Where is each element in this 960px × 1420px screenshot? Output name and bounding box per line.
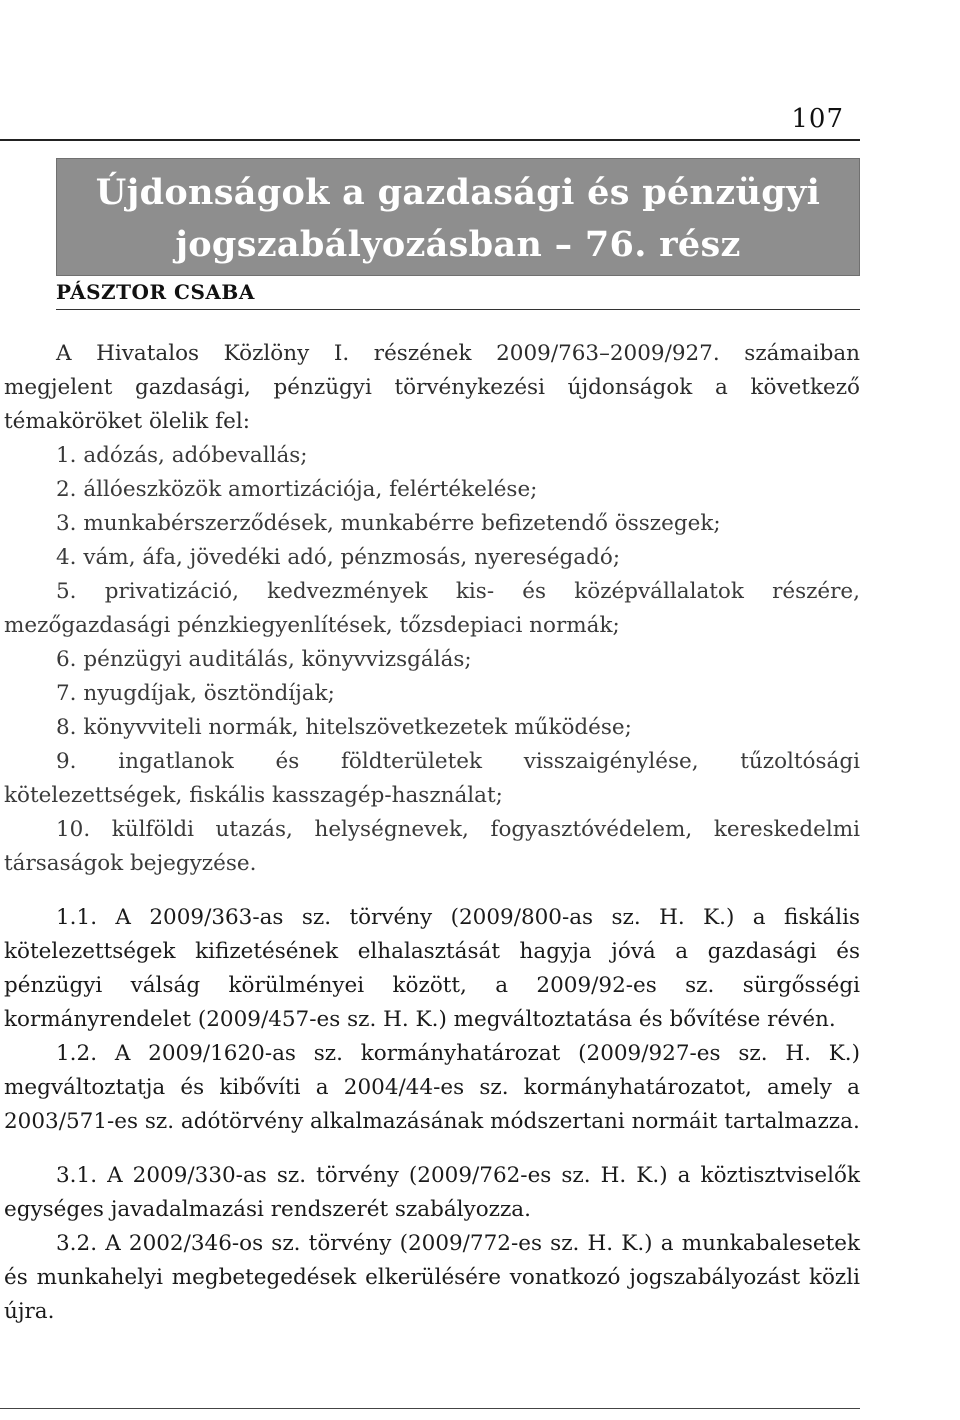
page-number: 107 xyxy=(791,104,844,134)
list-item: 2. állóeszközök amortizációja, felértékelése; xyxy=(56,477,538,502)
section-paragraph-1-1: 1.1. A 2009/363-as sz. törvény (2009/800-as sz. H. K.) a fiskális kötelezettségek kifizetésének elhalasztását hagyja jóvá a gazdasági és pénzügyi válság körülményei között, a 2009/92-es sz. sürgősségi kormányrendelet (2009/457-es sz. H. K.) megváltoztatása és bővítése révén. xyxy=(4,905,860,1032)
list-item: 3. munkabérszerződések, munkabérre befizetendő összegek; xyxy=(56,511,721,536)
article-body xyxy=(4,337,860,1329)
header-rule xyxy=(0,139,860,141)
topic-list xyxy=(4,439,860,881)
section-gap xyxy=(4,881,860,901)
list-item: 8. könyvviteli normák, hitelszövetkezetek működése; xyxy=(56,715,632,740)
section-paragraph-3-1: 3.1. A 2009/330-as sz. törvény (2009/762-es sz. H. K.) a köztisztviselők egységes javadalmazási rendszerét szabályozza. xyxy=(4,1163,860,1222)
list-item: 6. pénzügyi auditálás, könyvvizsgálás; xyxy=(56,647,472,672)
list-item: 7. nyugdíjak, ösztöndíjak; xyxy=(56,681,335,706)
list-item: 9. ingatlanok és földterületek visszaigénylése, tűzoltósági kötelezettségek, fiskális kasszagép-használat; xyxy=(4,749,860,808)
section-3 xyxy=(4,1159,860,1329)
list-item: 1. adózás, adóbevallás; xyxy=(56,443,308,468)
list-item: 10. külföldi utazás, helységnevek, fogyasztóvédelem, kereskedelmi társaságok bejegyzése. xyxy=(4,817,860,876)
footer-rule xyxy=(0,1408,860,1409)
author-name: PÁSZTOR CSABA xyxy=(56,280,255,304)
section-gap xyxy=(4,1139,860,1159)
article-title-banner xyxy=(56,158,860,276)
list-item: 5. privatizáció, kedvezmények kis- és középvállalatok részére, mezőgazdasági pénzkiegyenlítések, tőzsdepiaci normák; xyxy=(4,579,860,638)
section-paragraph-1-2: 1.2. A 2009/1620-as sz. kormányhatározat (2009/927-es sz. H. K.) megváltoztatja és kibővíti a 2004/44-es sz. kormányhatározatot, amely a 2003/571-es sz. adótörvény alkalmazásának módszertani normáit tartalmazza. xyxy=(4,1041,860,1134)
article-title-line-1: Újdonságok a gazdasági és pénzügyi xyxy=(95,172,821,213)
intro-paragraph: A Hivatalos Közlöny I. részének 2009/763–2009/927. számaiban megjelent gazdasági, pénzügyi törvénykezési újdonságok a következő témaköröket ölelik fel: xyxy=(4,341,860,434)
section-1 xyxy=(4,901,860,1139)
article-title-line-2: jogszabályozásban – 76. rész xyxy=(175,224,741,265)
author-rule xyxy=(56,309,860,310)
section-paragraph-3-2: 3.2. A 2002/346-os sz. törvény (2009/772-es sz. H. K.) a munkabalesetek és munkahelyi megbetegedések elkerülésére vonatkozó jogszabályozást közli újra. xyxy=(4,1231,860,1324)
list-item: 4. vám, áfa, jövedéki adó, pénzmosás, nyereségadó; xyxy=(56,545,621,570)
